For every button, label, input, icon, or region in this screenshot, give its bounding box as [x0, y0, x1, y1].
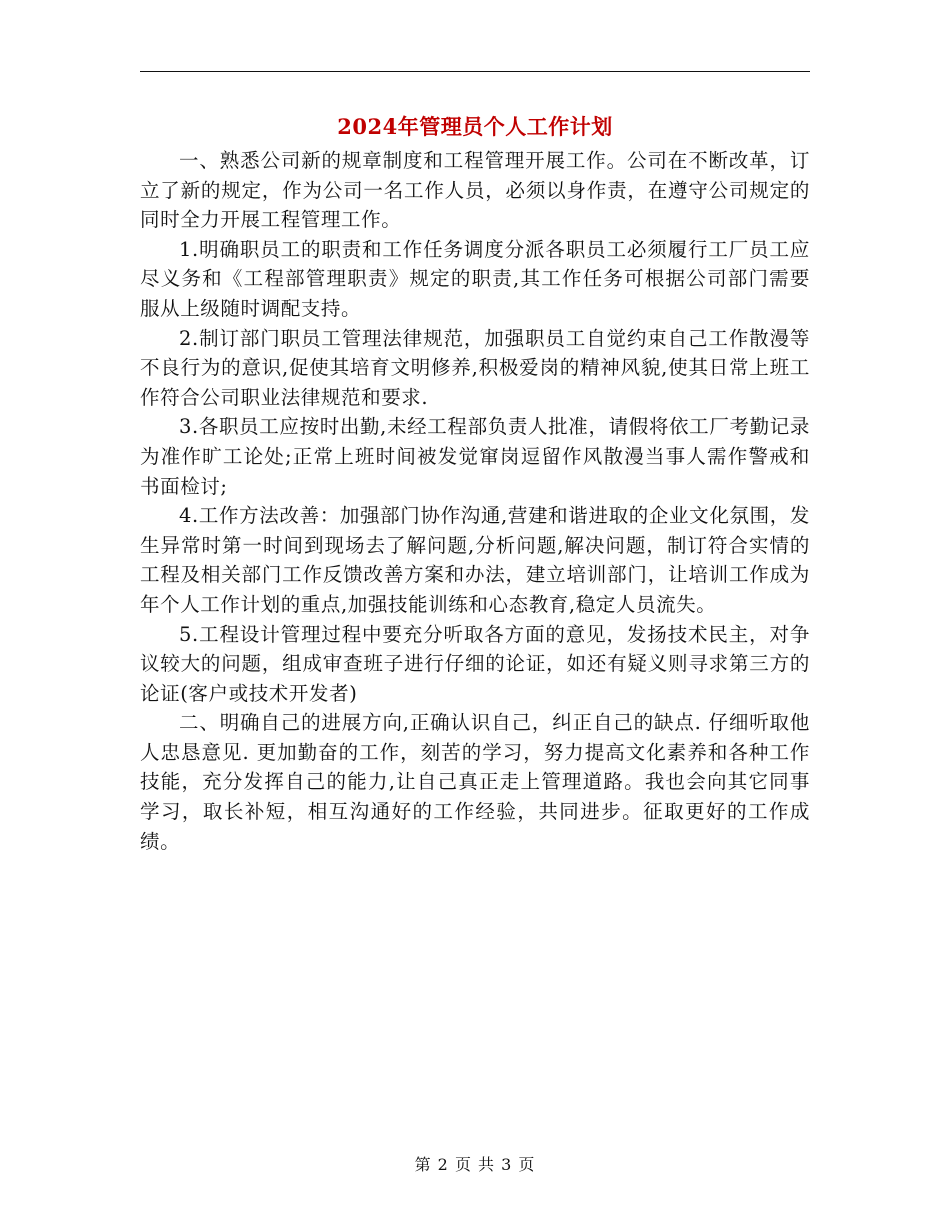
paragraph-item-4: 4.工作方法改善：加强部门协作沟通,营建和谐进取的企业文化氛围，发生异常时第一时间到现场去了解问题,分析问题,解决问题，制订符合实情的工程及相关部门工作反馈改善方案和办法，建立培训部门，让培训工作成为年个人工作计划的重点,加强技能训练和心态教育,稳定人员流失。	[140, 504, 810, 616]
document-body	[140, 146, 810, 856]
document-title: 2024年管理员个人工作计划	[337, 114, 613, 139]
header-rule	[140, 71, 810, 72]
paragraph-item-3: 3.各职员工应按时出勤,未经工程部负责人批准，请假将依工厂考勤记录为准作旷工论处;正常上班时间被发觉窜岗逗留作风散漫当事人需作警戒和书面检讨;	[140, 415, 810, 498]
page-number: 第 2 页 共 3 页	[414, 1155, 536, 1174]
paragraph-item-5: 5.工程设计管理过程中要充分听取各方面的意见，发扬技术民主，对争议较大的问题，组成审查班子进行仔细的论证，如还有疑义则寻求第三方的论证(客户或技术开发者)	[140, 622, 810, 705]
paragraph-section-2: 二、明确自己的进展方向,正确认识自己，纠正自己的缺点. 仔细听取他人忠恳意见. 更加勤奋的工作，刻苦的学习，努力提高文化素养和各种工作技能，充分发挥自己的能力,让自己真正走上管理道路。我也会向其它同事学习，取长补短，相互沟通好的工作经验，共同进步。征取更好的工作成绩。	[140, 711, 810, 853]
paragraph-section-1: 一、熟悉公司新的规章制度和工程管理开展工作。公司在不断改革，订立了新的规定，作为公司一名工作人员，必须以身作责，在遵守公司规定的同时全力开展工程管理工作。	[140, 149, 810, 232]
paragraph-item-1: 1.明确职员工的职责和工作任务调度分派各职员工必须履行工厂员工应尽义务和《工程部管理职责》规定的职责,其工作任务可根据公司部门需要服从上级随时调配支持。	[140, 237, 810, 320]
paragraph-item-2: 2.制订部门职员工管理法律规范，加强职员工自觉约束自己工作散漫等不良行为的意识,促使其培育文明修养,积极爱岗的精神风貌,使其日常上班工作符合公司职业法律规范和要求.	[140, 326, 810, 409]
